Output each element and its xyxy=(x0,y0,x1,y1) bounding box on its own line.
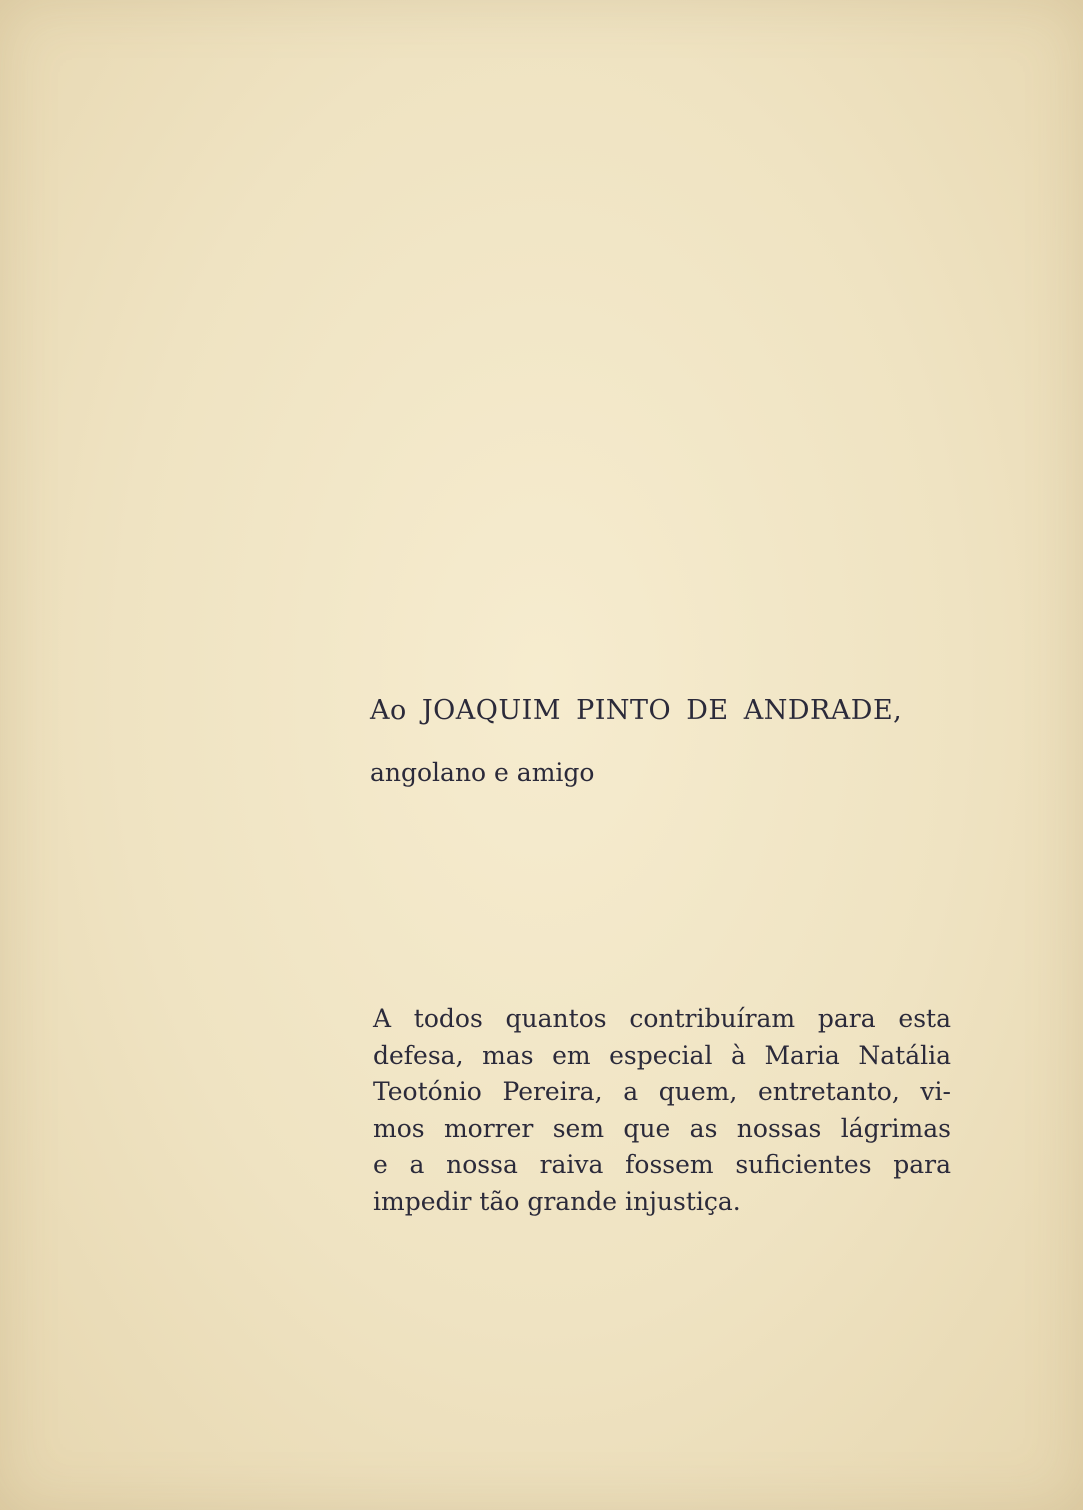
dedicatee-note: angolano e amigo xyxy=(370,758,595,787)
dedicatee-line: Ao JOAQUIM PINTO DE ANDRADE, xyxy=(370,695,903,726)
acknowledgement-line: impedir tão grande injustiça. xyxy=(373,1186,741,1216)
acknowledgement-line: A todos quantos contribuíram para esta xyxy=(373,1004,951,1033)
acknowledgement-line: defesa, mas em especial à Maria Natália xyxy=(373,1040,951,1070)
dedication-block xyxy=(370,693,960,790)
acknowledgement-line: mos morrer sem que as nossas lágrimas xyxy=(373,1113,951,1143)
acknowledgement-line: Teotónio Pereira, a quem, entretanto, vi- xyxy=(373,1077,951,1106)
acknowledgement-line: e a nossa raiva fossem suficientes para xyxy=(373,1150,951,1179)
acknowledgement-paragraph xyxy=(373,1001,951,1220)
